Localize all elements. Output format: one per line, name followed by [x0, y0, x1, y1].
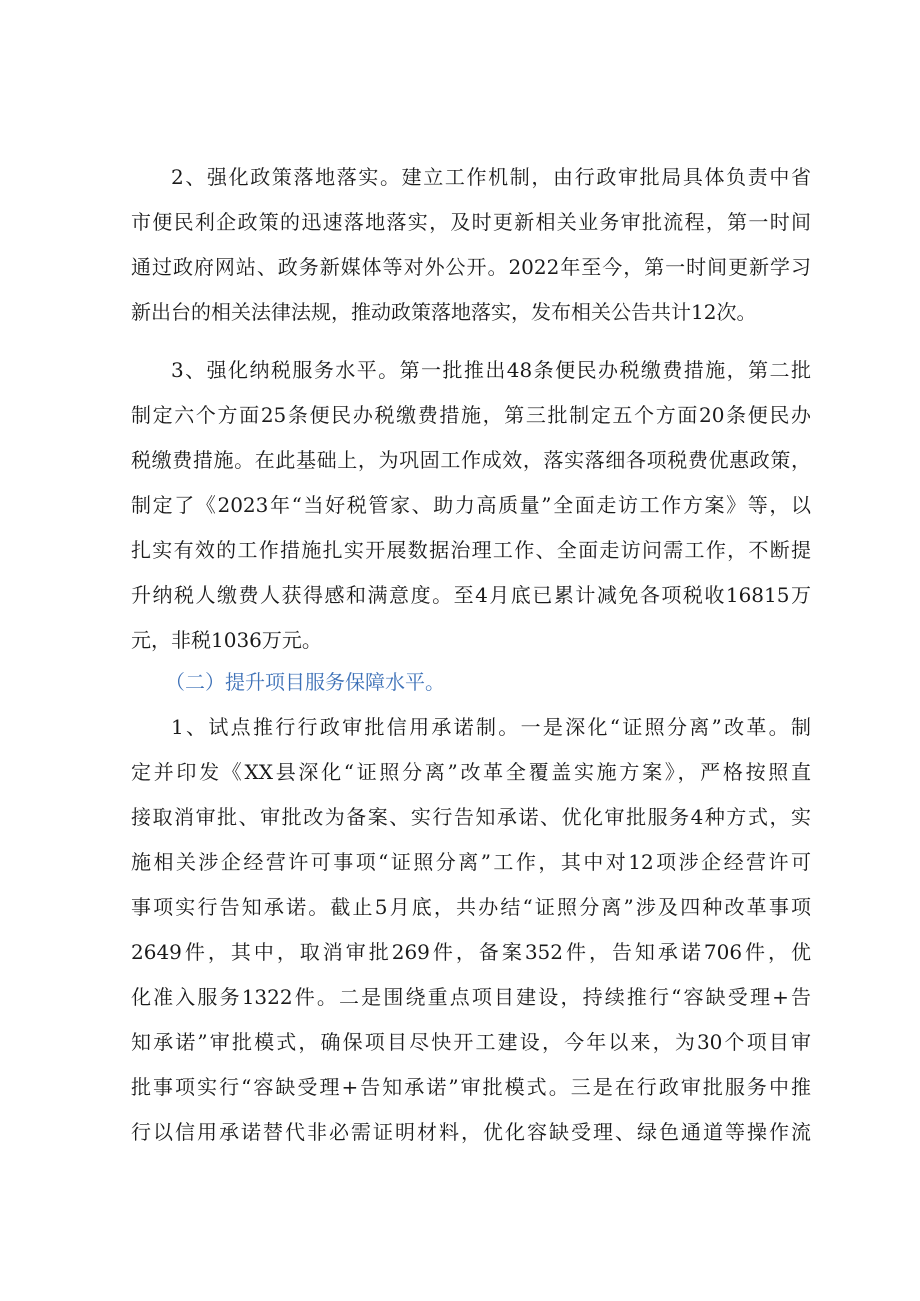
text-line: 知承诺”审批模式，确保项目尽快开工建设，今年以来，为30个项目审 — [131, 1030, 811, 1054]
text-line: 新出台的相关法律法规，推动政策落地落实，发布相关公告共计12次。 — [131, 300, 757, 324]
text-line: 扎实有效的工作措施扎实开展数据治理工作、全面走访问需工作，不断提 — [131, 538, 811, 562]
text-line: 通过政府网站、政务新媒体等对外公开。2022年至今，第一时间更新学习 — [131, 255, 811, 279]
text-line: 市便民利企政策的迅速落地落实，及时更新相关业务审批流程，第一时间 — [131, 210, 811, 234]
text-line: 定并印发《XX县深化“证照分离”改革全覆盖实施方案》，严格按照直 — [131, 760, 811, 784]
text-line: 元，非税1036万元。 — [131, 628, 322, 652]
text-line: 税缴费措施。在此基础上，为巩固工作成效，落实落细各项税费优惠政策， — [131, 448, 811, 472]
text-line: 行以信用承诺替代非必需证明材料，优化容缺受理、绿色通道等操作流 — [131, 1120, 811, 1144]
text-line: 2649件，其中，取消审批269件，备案352件，告知承诺706件，优 — [131, 940, 811, 964]
text-line: 升纳税人缴费人获得感和满意度。至4月底已累计减免各项税收16815万 — [131, 583, 811, 607]
text-line: 2、强化政策落地落实。建立工作机制，由行政审批局具体负责中省 — [171, 165, 811, 189]
text-line: 批事项实行“容缺受理+告知承诺”审批模式。三是在行政审批服务中推 — [131, 1075, 811, 1099]
text-line: 制定六个方面25条便民办税缴费措施，第三批制定五个方面20条便民办 — [131, 403, 811, 427]
section-heading: （二）提升项目服务保障水平。 — [165, 670, 445, 694]
text-line: 化准入服务1322件。二是围绕重点项目建设，持续推行“容缺受理+告 — [131, 985, 811, 1009]
text-line: 制定了《2023年“当好税管家、助力高质量”全面走访工作方案》等，以 — [131, 493, 811, 517]
text-line: 3、强化纳税服务水平。第一批推出48条便民办税缴费措施，第二批 — [171, 358, 811, 382]
text-line: 1、试点推行行政审批信用承诺制。一是深化“证照分离”改革。制 — [171, 715, 811, 739]
text-line: 事项实行告知承诺。截止5月底，共办结“证照分离”涉及四种改革事项 — [131, 895, 811, 919]
text-line: 接取消审批、审批改为备案、实行告知承诺、优化审批服务4种方式，实 — [131, 805, 811, 829]
text-line: 施相关涉企经营许可事项“证照分离”工作，其中对12项涉企经营许可 — [131, 850, 811, 874]
